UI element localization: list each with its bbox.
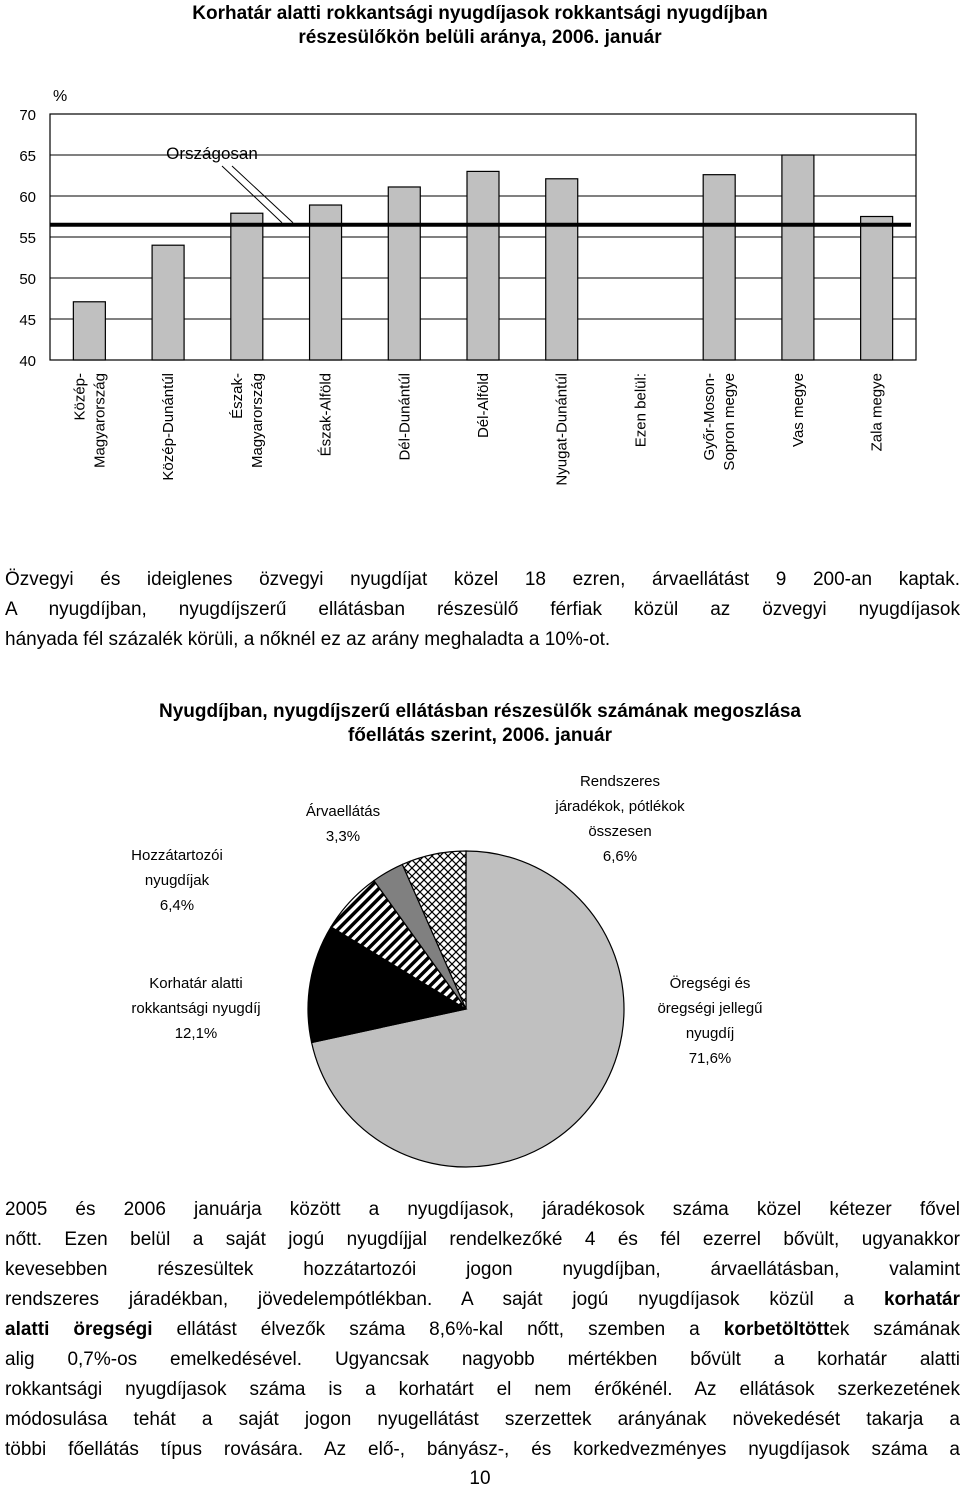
- text-run: rendszeres járadékban, jövedelempótlékban. A saját jogú nyugdíjasok közül a: [5, 1289, 884, 1310]
- x-tick-label-line: Ezen belül:: [632, 373, 650, 448]
- x-tick-label: [632, 373, 649, 447]
- pie-slice-label-line: Árvaellátás: [305, 803, 381, 820]
- x-tick-label-line: Dél-Dunántúl: [396, 373, 414, 461]
- paragraph-line: [5, 1285, 960, 1315]
- paragraph-pension-changes: [5, 1195, 960, 1465]
- x-tick-label-line: Nyugat-Dunántúl: [553, 373, 571, 486]
- pie-slice-label: [131, 847, 223, 914]
- y-tick-label: 40: [19, 353, 36, 370]
- bar: [546, 179, 578, 360]
- text-run: módosulása tehát a saját jogon nyugellátást szerzettek arányának növekedését takarja a: [5, 1409, 960, 1430]
- x-tick-label: [701, 373, 738, 471]
- x-tick-label: [475, 373, 492, 438]
- x-tick-label: [160, 373, 177, 481]
- pie-slice-label-line: Rendszeres: [579, 773, 661, 790]
- paragraph-line: [5, 1225, 960, 1255]
- bar: [231, 213, 263, 360]
- y-tick-label: 50: [19, 271, 36, 288]
- y-tick-label: 45: [19, 312, 36, 329]
- x-tick-label: [318, 373, 335, 456]
- pie-slice-label-line: 6,6%: [602, 848, 638, 865]
- y-tick-label: 60: [19, 189, 36, 206]
- x-tick-label-line: Közép-: [71, 373, 89, 421]
- bar: [782, 155, 814, 360]
- bar: [467, 171, 499, 360]
- pie-slice-label-line: összesen: [588, 823, 652, 840]
- pie-slice-label: [554, 773, 685, 865]
- pie-slice-label-line: nyugdíjak: [144, 872, 210, 889]
- paragraph-line: [5, 1405, 960, 1435]
- bold-text: korhatár: [883, 1289, 960, 1310]
- x-tick-label-line: Magyarország: [248, 373, 266, 469]
- bar: [152, 245, 184, 360]
- x-tick-label-line: Magyarország: [91, 373, 109, 469]
- text-run: rokkantsági nyugdíjasok száma is a korhatárt el nem érőkénél. Az ellátások szerkezetének: [5, 1379, 960, 1400]
- x-tick-label-line: Észak-: [228, 373, 246, 419]
- text-run: többi főellátás típus rovására. Az elő-, bányász-, és korkedvezményes nyugdíjasok száma a: [5, 1439, 960, 1460]
- text-run: 2005 és 2006 januárja között a nyugdíjasok, járadékosok száma közel kétezer fővel: [5, 1199, 960, 1220]
- bold-text: alatti öregségi: [5, 1319, 153, 1340]
- y-tick-label: 70: [19, 107, 36, 124]
- pie-slice-label-line: öregségi jellegű: [657, 1000, 763, 1017]
- text-run: nőtt. Ezen belül a saját jogú nyugdíjjal rendelkezőké 4 és fél ezerrel bővült, ugyanakkor: [5, 1229, 960, 1250]
- bar: [388, 187, 420, 360]
- paragraph-line: [5, 1255, 960, 1285]
- pie-chart-title: Nyugdíjban, nyugdíjszerű ellátásban részesülők számának megoszlása főellátás szerint, 2006. január: [158, 701, 801, 746]
- paragraph-line: [5, 1315, 960, 1345]
- pie-chart-slices: [308, 851, 624, 1167]
- text-run: alig 0,7%-os emelkedésével. Ugyancsak nagyobb mértékben bővült a korhatár alatti: [5, 1349, 960, 1370]
- pie-slice-label-line: nyugdíj: [685, 1025, 735, 1042]
- pie-slice-label-line: 6,4%: [159, 897, 195, 914]
- x-tick-label-line: Közép-Dunántúl: [160, 373, 178, 481]
- pie-slice-label: [131, 975, 260, 1042]
- bar-chart: [0, 80, 960, 520]
- text-run: kevesebben részesültek hozzátartozói jogon nyugdíjban, árvaellátásban, valamint: [5, 1259, 960, 1280]
- x-tick-label: [229, 373, 266, 468]
- bar: [310, 205, 342, 360]
- x-tick-label-line: Vas megye: [789, 373, 807, 447]
- paragraph-line: [5, 1435, 960, 1465]
- pie-slice-label-line: Hozzátartozói: [131, 847, 223, 864]
- x-tick-label: [790, 373, 807, 447]
- text-run: ek számának: [829, 1319, 960, 1340]
- pie-chart: [0, 760, 960, 1180]
- y-axis-label: %: [53, 88, 68, 105]
- pie-slice-label: [306, 803, 380, 845]
- paragraph-line: [5, 1195, 960, 1225]
- pie-slice-label-line: Korhatár alatti: [149, 975, 243, 992]
- x-tick-label-line: Zala megye: [868, 373, 886, 452]
- pie-slice-label-line: 12,1%: [174, 1025, 218, 1042]
- pie-slice-label-line: Öregségi és: [669, 975, 751, 992]
- bar: [73, 302, 105, 360]
- pie-slice-label-line: 3,3%: [325, 828, 361, 845]
- x-tick-label: [869, 373, 886, 451]
- x-tick-label: [71, 373, 108, 468]
- x-tick-label-line: Észak-Alföld: [317, 373, 335, 457]
- pie-slice-label-line: 71,6%: [688, 1050, 732, 1067]
- paragraph-line: Özvegyi és ideiglenes özvegyi nyugdíjat közel 18 ezren, árvaellátást 9 200-an kaptak.: [5, 569, 960, 590]
- paragraph-line: [5, 1375, 960, 1405]
- bold-text: korbetöltött: [723, 1319, 830, 1340]
- paragraph-widows-pension: [5, 565, 960, 655]
- x-tick-label-line: Sopron megye: [721, 373, 739, 471]
- paragraph-line: A nyugdíjban, nyugdíjszerű ellátásban részesülő férfiak közül az özvegyi nyugdíjasok: [5, 599, 960, 620]
- paragraph-line: [5, 1345, 960, 1375]
- y-tick-label: 55: [19, 230, 36, 247]
- bar: [861, 217, 893, 361]
- y-tick-label: 65: [19, 148, 36, 165]
- bar-chart-title: Korhatár alatti rokkantsági nyugdíjasok rokkantsági nyugdíjban részesülőkön belüli aránya, 2006. január: [192, 3, 768, 48]
- pie-slice-label-line: rokkantsági nyugdíj: [131, 1000, 261, 1017]
- pie-slice-label: [657, 974, 762, 1067]
- text-run: ellátást élvezők száma 8,6%-kal nőtt, szemben a: [152, 1319, 724, 1340]
- bar: [703, 175, 735, 360]
- x-tick-label: [396, 373, 413, 461]
- x-tick-label-line: Győr-Moson-: [701, 373, 719, 461]
- page-number: 10: [469, 1468, 491, 1489]
- pie-slice-label-line: járadékok, pótlékok: [555, 798, 685, 815]
- x-tick-label-line: Dél-Alföld: [475, 373, 492, 439]
- x-tick-label: [554, 373, 571, 486]
- paragraph-line: hányada fél százalék körüli, a nőknél ez az arány meghaladta a 10%-ot.: [5, 629, 611, 650]
- reference-line-label: Országosan: [166, 144, 258, 163]
